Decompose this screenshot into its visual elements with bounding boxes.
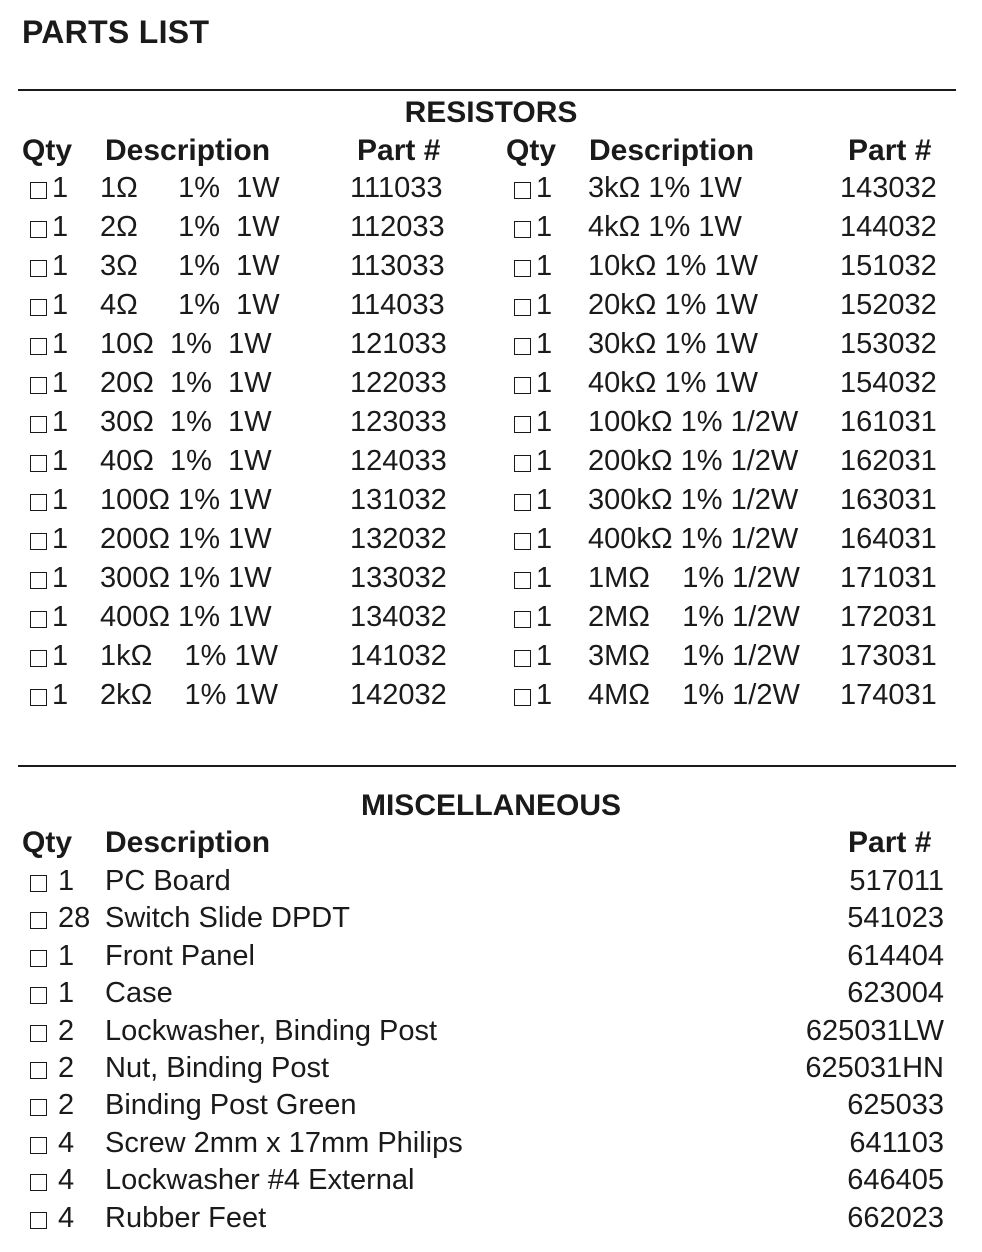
checkbox[interactable] (30, 611, 47, 628)
description: Switch Slide DPDT (105, 902, 350, 935)
resistor-row (514, 248, 954, 287)
resistors-right-list (514, 170, 954, 716)
checkbox[interactable] (514, 338, 531, 355)
qty: 1 (536, 367, 553, 399)
description: PC Board (105, 865, 231, 897)
checkbox[interactable] (30, 455, 47, 472)
checkbox[interactable] (514, 182, 531, 199)
resistor-row (514, 170, 954, 209)
qty: 1 (52, 328, 69, 360)
checkbox[interactable] (30, 650, 47, 667)
misc-row (30, 1015, 946, 1052)
part-number: 541023 (847, 902, 944, 935)
qty: 1 (52, 211, 69, 243)
part-number: 662023 (847, 1201, 944, 1234)
qty: 1 (52, 445, 69, 477)
qty: 1 (58, 977, 75, 1010)
checkbox[interactable] (30, 260, 47, 277)
resistor-row (514, 638, 954, 677)
resistors-right-part-header: Part # (848, 134, 932, 167)
description: 40Ω 1% 1W (100, 445, 272, 477)
qty: 1 (52, 484, 69, 516)
qty: 1 (536, 523, 553, 555)
part-number: 174031 (840, 679, 937, 711)
resistor-row (30, 287, 470, 326)
part-number: 625031LW (805, 1014, 944, 1047)
description: 3kΩ 1% 1W (588, 172, 742, 204)
checkbox[interactable] (30, 1174, 47, 1191)
misc-row (30, 1052, 946, 1089)
resistor-row (30, 521, 470, 560)
part-number: 173031 (840, 640, 937, 672)
qty: 1 (52, 250, 69, 282)
part-number: 123033 (350, 406, 447, 438)
qty: 1 (536, 250, 553, 282)
part-number: 623004 (847, 977, 944, 1010)
checkbox[interactable] (30, 338, 47, 355)
qty: 1 (52, 172, 69, 204)
part-number: 517011 (849, 865, 944, 897)
qty: 1 (536, 211, 553, 243)
description: 20kΩ 1% 1W (588, 289, 758, 321)
part-number: 124033 (350, 445, 447, 477)
part-number: 114033 (350, 289, 445, 321)
part-number: 141032 (350, 640, 447, 672)
checkbox[interactable] (514, 221, 531, 238)
qty: 28 (58, 902, 91, 935)
description: 1kΩ 1% 1W (100, 640, 279, 672)
checkbox[interactable] (514, 494, 531, 511)
qty: 1 (52, 640, 69, 672)
description: Lockwasher, Binding Post (105, 1014, 438, 1047)
checkbox[interactable] (514, 533, 531, 550)
description: Binding Post Green (105, 1089, 357, 1122)
part-number: 646405 (847, 1164, 944, 1197)
part-number: 111033 (350, 172, 443, 204)
description: 300kΩ 1% 1/2W (588, 484, 799, 516)
checkbox[interactable] (30, 875, 47, 892)
description: 2Ω 1% 1W (100, 211, 280, 243)
checkbox[interactable] (514, 260, 531, 277)
misc-row (30, 902, 946, 939)
part-number: 122033 (350, 367, 447, 399)
resistor-row (514, 326, 954, 365)
section-divider (18, 765, 956, 767)
checkbox[interactable] (30, 221, 47, 238)
description: 100kΩ 1% 1/2W (588, 406, 799, 438)
description: 400Ω 1% 1W (100, 601, 272, 633)
part-number: 144032 (840, 211, 937, 243)
part-number: 161031 (840, 406, 937, 438)
qty: 4 (58, 1201, 75, 1234)
description: 4Ω 1% 1W (100, 289, 280, 321)
qty: 4 (58, 1164, 75, 1197)
description: Rubber Feet (105, 1201, 267, 1234)
description: 3Ω 1% 1W (100, 250, 280, 282)
checkbox[interactable] (30, 950, 47, 967)
qty: 1 (536, 640, 553, 672)
checkbox[interactable] (514, 650, 531, 667)
checkbox[interactable] (30, 1062, 47, 1079)
resistor-row (514, 560, 954, 599)
description: Case (105, 977, 173, 1010)
part-number: 164031 (840, 523, 937, 555)
qty: 2 (58, 1089, 75, 1122)
description: 200kΩ 1% 1/2W (588, 445, 799, 477)
resistor-row (30, 638, 470, 677)
part-number: 142032 (350, 679, 447, 711)
checkbox[interactable] (514, 416, 531, 433)
checkbox[interactable] (514, 572, 531, 589)
description: 4kΩ 1% 1W (588, 211, 742, 243)
checkbox[interactable] (30, 1025, 47, 1042)
description: 1Ω 1% 1W (100, 172, 280, 204)
qty: 1 (52, 367, 69, 399)
checkbox[interactable] (514, 689, 531, 706)
resistor-row (30, 170, 470, 209)
qty: 4 (58, 1126, 75, 1159)
resistor-row (30, 560, 470, 599)
description: 20Ω 1% 1W (100, 367, 272, 399)
description: 30kΩ 1% 1W (588, 328, 758, 360)
misc-row (30, 1089, 946, 1126)
qty: 1 (536, 406, 553, 438)
misc-row (30, 865, 946, 902)
resistor-row (30, 404, 470, 443)
description: 4MΩ 1% 1/2W (588, 679, 800, 711)
part-number: 614404 (847, 939, 944, 972)
resistor-row (30, 326, 470, 365)
section-divider (18, 89, 956, 91)
part-number: 152032 (840, 289, 937, 321)
resistor-row (514, 677, 954, 716)
qty: 1 (536, 484, 553, 516)
misc-row (30, 1164, 946, 1201)
misc-description-header: Description (105, 826, 271, 859)
description: 10Ω 1% 1W (100, 328, 272, 360)
checkbox[interactable] (30, 182, 47, 199)
qty: 1 (536, 679, 553, 711)
description: 400kΩ 1% 1/2W (588, 523, 799, 555)
resistor-row (30, 209, 470, 248)
description: 300Ω 1% 1W (100, 562, 272, 594)
miscellaneous-list (30, 865, 946, 1239)
description: Nut, Binding Post (105, 1051, 330, 1084)
qty: 2 (58, 1014, 75, 1047)
checkbox[interactable] (30, 572, 47, 589)
misc-row (30, 1202, 946, 1239)
qty: 1 (536, 328, 553, 360)
description: 3MΩ 1% 1/2W (588, 640, 800, 672)
part-number: 132032 (350, 523, 447, 555)
qty: 1 (52, 601, 69, 633)
resistor-row (30, 248, 470, 287)
description: 30Ω 1% 1W (100, 406, 272, 438)
qty: 1 (536, 445, 553, 477)
qty: 2 (58, 1051, 75, 1084)
resistor-row (30, 599, 470, 638)
part-number: 121033 (350, 328, 447, 360)
checkbox[interactable] (30, 533, 47, 550)
part-number: 143032 (840, 172, 937, 204)
resistor-row (514, 287, 954, 326)
checkbox[interactable] (30, 494, 47, 511)
part-number: 625031HN (805, 1051, 944, 1084)
resistor-row (514, 521, 954, 560)
description: Screw 2mm x 17mm Philips (105, 1126, 463, 1159)
checkbox[interactable] (30, 987, 47, 1004)
resistor-row (30, 443, 470, 482)
part-number: 641103 (849, 1126, 944, 1159)
part-number: 151032 (840, 250, 937, 282)
description: 10kΩ 1% 1W (588, 250, 758, 282)
qty: 1 (536, 289, 553, 321)
resistor-row (514, 365, 954, 404)
misc-qty-header: Qty (22, 826, 73, 859)
resistor-row (30, 677, 470, 716)
misc-row (30, 977, 946, 1014)
checkbox[interactable] (514, 377, 531, 394)
resistor-row (514, 599, 954, 638)
qty: 1 (58, 865, 75, 897)
misc-row (30, 940, 946, 977)
qty: 1 (536, 562, 553, 594)
resistor-row (514, 209, 954, 248)
resistors-left-part-header: Part # (357, 134, 441, 167)
description: 2MΩ 1% 1/2W (588, 601, 800, 633)
qty: 1 (52, 562, 69, 594)
checkbox[interactable] (30, 299, 47, 316)
part-number: 625033 (847, 1089, 944, 1122)
checkbox[interactable] (514, 611, 531, 628)
description: 100Ω 1% 1W (100, 484, 272, 516)
checkbox[interactable] (30, 689, 47, 706)
description: 40kΩ 1% 1W (588, 367, 758, 399)
resistor-row (30, 482, 470, 521)
part-number: 113033 (350, 250, 445, 282)
part-number: 134032 (350, 601, 447, 633)
part-number: 133032 (350, 562, 447, 594)
description: 2kΩ 1% 1W (100, 679, 279, 711)
checkbox[interactable] (30, 416, 47, 433)
checkbox[interactable] (30, 1099, 47, 1116)
qty: 1 (52, 523, 69, 555)
resistor-row (514, 404, 954, 443)
checkbox[interactable] (30, 377, 47, 394)
description: Front Panel (105, 939, 255, 972)
part-number: 131032 (350, 484, 447, 516)
resistor-row (30, 365, 470, 404)
misc-row (30, 1127, 946, 1164)
part-number: 171031 (840, 562, 937, 594)
resistor-row (514, 482, 954, 521)
part-number: 154032 (840, 367, 937, 399)
qty: 1 (536, 601, 553, 633)
part-number: 162031 (840, 445, 937, 477)
description: 200Ω 1% 1W (100, 523, 272, 555)
resistors-right-qty-header: Qty (506, 134, 557, 167)
miscellaneous-heading: MISCELLANEOUS (360, 789, 621, 822)
checkbox[interactable] (514, 455, 531, 472)
description: 1MΩ 1% 1/2W (588, 562, 800, 594)
part-number: 112033 (350, 211, 445, 243)
resistor-row (514, 443, 954, 482)
misc-part-header: Part # (848, 826, 932, 859)
resistors-right-description-header: Description (589, 134, 755, 167)
page-title: PARTS LIST (22, 14, 210, 50)
checkbox[interactable] (514, 299, 531, 316)
part-number: 163031 (840, 484, 937, 516)
qty: 1 (52, 289, 69, 321)
resistors-left-list (30, 170, 470, 716)
checkbox[interactable] (30, 1137, 47, 1154)
qty: 1 (52, 679, 69, 711)
resistors-left-qty-header: Qty (22, 134, 73, 167)
checkbox[interactable] (30, 1212, 47, 1229)
qty: 1 (52, 406, 69, 438)
resistors-left-description-header: Description (105, 134, 271, 167)
description: Lockwasher #4 External (105, 1164, 415, 1197)
qty: 1 (58, 939, 75, 972)
resistors-heading: RESISTORS (404, 96, 578, 129)
qty: 1 (536, 172, 553, 204)
checkbox[interactable] (30, 912, 47, 929)
part-number: 153032 (840, 328, 937, 360)
part-number: 172031 (840, 601, 937, 633)
